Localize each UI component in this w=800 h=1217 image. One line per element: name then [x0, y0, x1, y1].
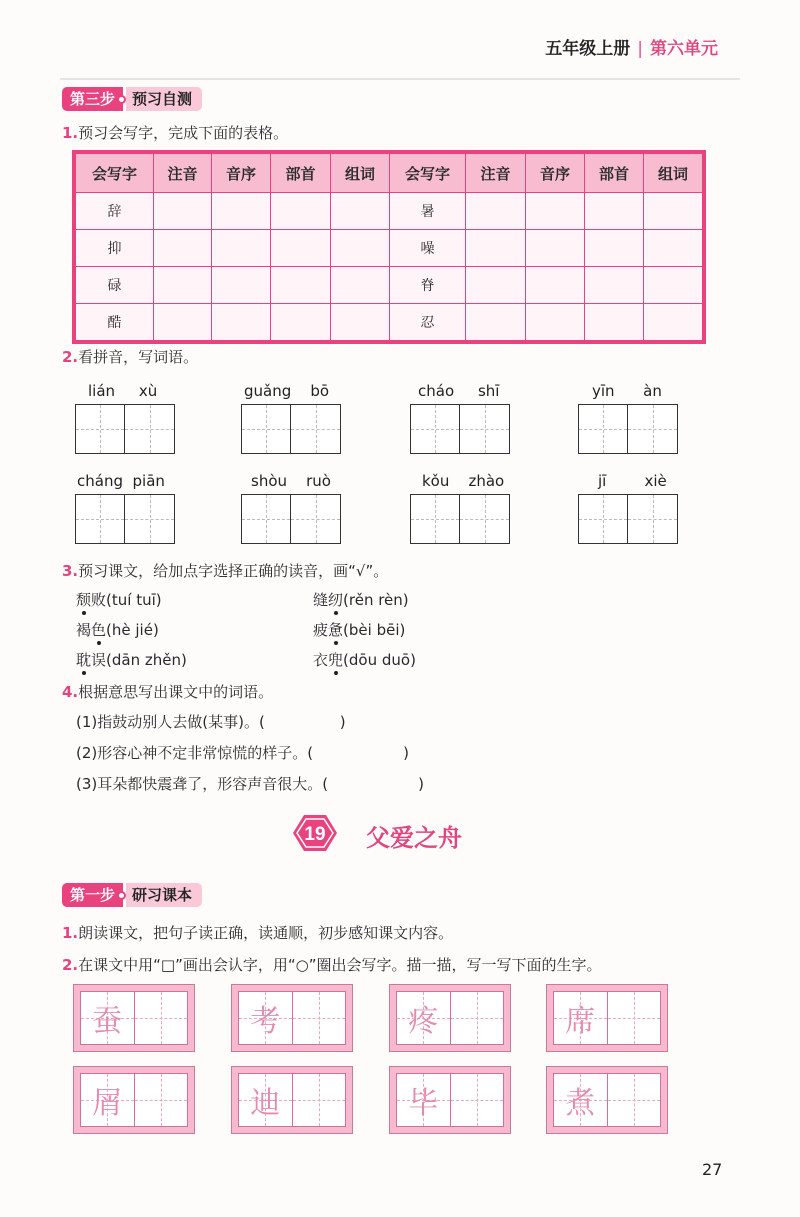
choice-text: 败(tuí tuī) — [91, 591, 162, 609]
pinyin-syllable: cháng — [77, 472, 123, 490]
answer-cell[interactable] — [466, 304, 526, 341]
step3-label: 预习自测 — [126, 87, 202, 111]
trace-char: 迪 — [250, 1086, 281, 1121]
writing-grid[interactable] — [75, 494, 175, 544]
question-number: 4. — [62, 683, 79, 701]
header-cell: 会写字 — [76, 154, 154, 193]
dotted-char: 惫 — [328, 621, 344, 639]
q4-item[interactable]: (2)形容心神不定非常惊慌的样子。( ) — [76, 744, 409, 762]
practice-box[interactable] — [231, 984, 353, 1052]
question-text: 在课文中用“□”画出会认字，用“○”圈出会写字。描一描，写一写下面的生字。 — [78, 956, 602, 974]
answer-cell[interactable] — [271, 267, 331, 304]
grid-cell[interactable] — [410, 404, 460, 454]
pinyin-syllable: xiè — [644, 472, 667, 490]
section-1-instruction — [62, 922, 453, 943]
pinyin-label — [77, 472, 165, 490]
char-cell: 碌 — [76, 267, 154, 304]
answer-cell[interactable] — [526, 193, 585, 230]
grid-cell[interactable] — [410, 494, 460, 544]
answer-cell[interactable] — [154, 267, 212, 304]
trace-char: 屑 — [92, 1086, 123, 1121]
blank-cell[interactable] — [293, 1074, 346, 1126]
step3-tag — [62, 86, 202, 112]
answer-cell[interactable] — [585, 267, 644, 304]
header-cell: 组词 — [331, 154, 390, 193]
answer-cell[interactable] — [212, 267, 271, 304]
step-dot-icon — [117, 95, 126, 104]
trace-char: 煮 — [565, 1086, 596, 1121]
choice-text: 疲 — [313, 621, 329, 639]
step3-number: 第三步 — [62, 87, 123, 111]
grid-cell[interactable] — [241, 494, 291, 544]
grid-cell[interactable] — [125, 494, 175, 544]
blank-cell[interactable] — [608, 992, 661, 1044]
answer-cell[interactable] — [271, 230, 331, 267]
section-2-instruction — [62, 954, 602, 975]
pinyin-syllable: bō — [310, 382, 330, 400]
pinyin-label — [422, 472, 504, 490]
grid-cell[interactable] — [460, 494, 510, 544]
choice-item[interactable] — [76, 649, 187, 670]
pinyin-syllable: ruò — [306, 472, 331, 490]
choice-text: (dōu duō) — [343, 651, 416, 669]
blank-cell[interactable] — [135, 992, 188, 1044]
answer-cell[interactable] — [644, 230, 703, 267]
lesson-title: 父爱之舟 — [366, 824, 462, 852]
grid-cell[interactable] — [291, 404, 341, 454]
header-cell: 部首 — [585, 154, 644, 193]
grid-cell[interactable] — [628, 404, 678, 454]
trace-char: 考 — [250, 1004, 281, 1039]
header-cell: 音序 — [212, 154, 271, 193]
choice-item[interactable] — [76, 589, 162, 610]
choice-text: (bèi bēi) — [343, 621, 406, 639]
header-cell: 组词 — [644, 154, 703, 193]
header-divider — [60, 78, 740, 80]
grade-label: 五年级上册 — [545, 39, 631, 59]
answer-cell[interactable] — [526, 304, 585, 341]
answer-cell[interactable] — [331, 304, 390, 341]
question-text: 朗读课文，把句子读正确，读通顺，初步感知课文内容。 — [78, 924, 454, 942]
unit-label: 第六单元 — [650, 39, 718, 59]
table-row — [76, 230, 703, 267]
answer-cell[interactable] — [212, 304, 271, 341]
trace-cell[interactable] — [81, 992, 135, 1044]
question-number: 2. — [62, 956, 79, 974]
writing-grid[interactable] — [410, 494, 510, 544]
header-cell: 音序 — [526, 154, 585, 193]
trace-cell[interactable] — [239, 992, 293, 1044]
trace-char: 疼 — [408, 1004, 439, 1039]
table-header-row — [76, 154, 703, 193]
table-row — [76, 267, 703, 304]
answer-cell[interactable] — [154, 230, 212, 267]
page-header — [545, 34, 718, 59]
header-cell: 部首 — [271, 154, 331, 193]
dotted-char: 耽 — [76, 651, 92, 669]
choice-item[interactable] — [313, 649, 416, 670]
practice-box[interactable] — [73, 984, 195, 1052]
choice-text: (hè jié) — [106, 621, 159, 639]
answer-cell[interactable] — [466, 267, 526, 304]
question-number: 3. — [62, 562, 79, 580]
step-dot-icon — [117, 891, 126, 900]
pinyin-syllable: shòu — [251, 472, 288, 490]
header-separator: | — [637, 39, 643, 59]
q4-item[interactable]: (3)耳朵都快震聋了，形容声音很大。( ) — [76, 775, 424, 793]
writing-grid[interactable] — [578, 404, 678, 454]
pinyin-label — [592, 382, 662, 400]
page-number: 27 — [702, 1160, 723, 1179]
header-cell: 会写字 — [390, 154, 466, 193]
pinyin-syllable: kǒu — [422, 472, 450, 490]
practice-box[interactable] — [389, 1066, 511, 1134]
pinyin-syllable: cháo — [418, 382, 455, 400]
pinyin-label — [598, 472, 667, 490]
trace-cell[interactable] — [554, 992, 608, 1044]
question-2 — [62, 346, 198, 367]
question-text: 预习课文，给加点字选择正确的读音，画“√”。 — [78, 562, 389, 580]
blank-cell[interactable] — [608, 1074, 661, 1126]
question-text: 预习会写字，完成下面的表格。 — [78, 124, 289, 142]
pinyin-label — [251, 472, 331, 490]
question-number: 2. — [62, 348, 79, 366]
grid-cell[interactable] — [291, 494, 341, 544]
blank-cell[interactable] — [451, 1074, 504, 1126]
writing-grid[interactable] — [75, 404, 175, 454]
practice-box[interactable] — [231, 1066, 353, 1134]
practice-box[interactable] — [389, 984, 511, 1052]
writing-grid[interactable] — [578, 494, 678, 544]
practice-box[interactable] — [546, 1066, 668, 1134]
char-cell: 抑 — [76, 230, 154, 267]
answer-cell[interactable] — [585, 304, 644, 341]
pinyin-syllable: àn — [643, 382, 662, 400]
answer-cell[interactable] — [331, 230, 390, 267]
pinyin-label — [418, 382, 499, 400]
grid-cell[interactable] — [75, 404, 125, 454]
choice-text: 缝 — [313, 591, 329, 609]
char-cell: 辞 — [76, 193, 154, 230]
pinyin-syllable: zhào — [468, 472, 505, 490]
question-text: 根据意思写出课文中的词语。 — [78, 683, 274, 701]
char-cell: 暑 — [390, 193, 466, 230]
choice-item[interactable] — [76, 619, 159, 640]
answer-cell[interactable] — [644, 304, 703, 341]
blank-cell[interactable] — [293, 992, 346, 1044]
question-number: 1. — [62, 124, 79, 142]
question-3 — [62, 560, 388, 581]
trace-char: 蚕 — [92, 1004, 123, 1039]
dotted-char: 色 — [91, 621, 107, 639]
char-cell: 脊 — [390, 267, 466, 304]
choice-text: 衣 — [313, 651, 329, 669]
answer-cell[interactable] — [154, 304, 212, 341]
answer-cell[interactable] — [644, 193, 703, 230]
pinyin-syllable: lián — [88, 382, 116, 400]
step1-tag — [62, 882, 202, 908]
character-table — [75, 153, 703, 341]
pinyin-syllable: xù — [138, 382, 158, 400]
char-cell: 忍 — [390, 304, 466, 341]
question-1 — [62, 122, 288, 143]
grid-cell[interactable] — [578, 404, 628, 454]
table-row — [76, 193, 703, 230]
question-number: 1. — [62, 924, 79, 942]
trace-char: 席 — [565, 1004, 596, 1039]
dotted-char: 兜 — [328, 651, 344, 669]
trace-char: 毕 — [408, 1086, 439, 1121]
blank-cell[interactable] — [451, 992, 504, 1044]
answer-cell[interactable] — [271, 304, 331, 341]
writing-grid[interactable] — [241, 404, 341, 454]
writing-grid[interactable] — [410, 404, 510, 454]
grid-cell[interactable] — [125, 404, 175, 454]
choice-text: 误(dān zhěn) — [91, 651, 187, 669]
choice-text: 褐 — [76, 621, 92, 639]
practice-box[interactable] — [73, 1066, 195, 1134]
pinyin-label — [244, 382, 329, 400]
pinyin-syllable: shī — [477, 382, 500, 400]
step1-label: 研习课本 — [126, 883, 202, 907]
question-4 — [62, 681, 273, 702]
answer-cell[interactable] — [644, 267, 703, 304]
char-cell: 酷 — [76, 304, 154, 341]
blank-cell[interactable] — [135, 1074, 188, 1126]
grid-cell[interactable] — [75, 494, 125, 544]
pinyin-syllable: jī — [598, 472, 607, 490]
table-row — [76, 304, 703, 341]
header-cell: 注音 — [466, 154, 526, 193]
answer-cell[interactable] — [212, 230, 271, 267]
answer-cell[interactable] — [526, 230, 585, 267]
grid-cell[interactable] — [628, 494, 678, 544]
pinyin-syllable: guǎng — [244, 382, 292, 400]
pinyin-syllable: piān — [132, 472, 165, 490]
dotted-char: 颓 — [76, 591, 92, 609]
step1-number: 第一步 — [62, 883, 123, 907]
trace-cell[interactable] — [239, 1074, 293, 1126]
choice-item[interactable] — [313, 589, 409, 610]
answer-cell[interactable] — [212, 193, 271, 230]
answer-cell[interactable] — [271, 193, 331, 230]
answer-cell[interactable] — [154, 193, 212, 230]
pinyin-label — [88, 382, 157, 400]
grid-cell[interactable] — [460, 404, 510, 454]
choice-item[interactable] — [313, 619, 405, 640]
lesson-badge-icon — [292, 813, 338, 853]
practice-box[interactable] — [546, 984, 668, 1052]
dotted-char: 纫 — [328, 591, 344, 609]
choice-text: (rěn rèn) — [343, 591, 409, 609]
answer-cell[interactable] — [466, 230, 526, 267]
question-text: 看拼音，写词语。 — [78, 348, 199, 366]
char-cell: 噪 — [390, 230, 466, 267]
writing-grid[interactable] — [241, 494, 341, 544]
trace-cell[interactable] — [81, 1074, 135, 1126]
grid-cell[interactable] — [578, 494, 628, 544]
pinyin-syllable: yīn — [592, 382, 615, 400]
q4-item[interactable]: (1)指鼓动别人去做(某事)。( ) — [76, 713, 346, 731]
trace-cell[interactable] — [397, 992, 451, 1044]
lesson-number: 19 — [304, 824, 326, 845]
answer-cell[interactable] — [331, 193, 390, 230]
answer-cell[interactable] — [466, 193, 526, 230]
header-cell: 注音 — [154, 154, 212, 193]
grid-cell[interactable] — [241, 404, 291, 454]
answer-cell[interactable] — [526, 267, 585, 304]
answer-cell[interactable] — [585, 230, 644, 267]
trace-cell[interactable] — [397, 1074, 451, 1126]
answer-cell[interactable] — [331, 267, 390, 304]
answer-cell[interactable] — [585, 193, 644, 230]
trace-cell[interactable] — [554, 1074, 608, 1126]
